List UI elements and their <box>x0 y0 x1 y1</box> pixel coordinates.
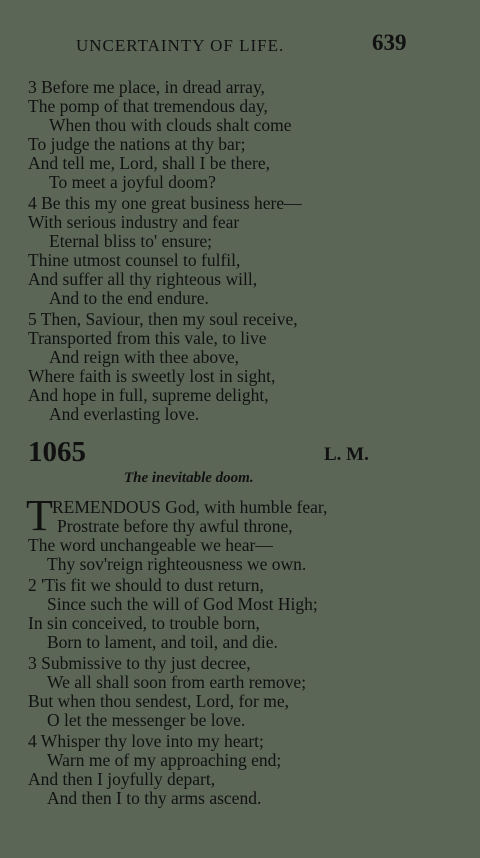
verse-line: In sin conceived, to trouble born, <box>28 613 260 633</box>
verse-line: And hope in full, supreme delight, <box>28 385 269 405</box>
verse-line: 4 Whisper thy love into my heart; <box>28 731 264 751</box>
verse-line: When thou with clouds shalt come <box>49 115 292 135</box>
verse-line: To meet a joyful doom? <box>49 172 216 192</box>
verse-line: And suffer all thy righteous will, <box>28 269 258 289</box>
verse-line: Warn me of my approaching end; <box>47 750 282 770</box>
page-number: 639 <box>372 30 407 55</box>
running-header-title: UNCERTAINTY OF LIFE. <box>76 36 285 55</box>
verse-line: 4 Be this my one great business here— <box>28 193 302 213</box>
verse-line: Thy sov'reign righteousness we own. <box>47 554 307 574</box>
verse-line: And everlasting love. <box>49 404 200 424</box>
verse-line: REMENDOUS God, with humble fear, <box>52 497 328 517</box>
verse-line: With serious industry and fear <box>28 212 240 232</box>
verse-line: To judge the nations at thy bar; <box>28 134 246 154</box>
verse-line: 3 Before me place, in dread array, <box>28 77 265 97</box>
verse-line: And then I to thy arms ascend. <box>47 788 262 808</box>
verse-line: Transported from this vale, to live <box>28 328 267 348</box>
verse-line: Prostrate before thy awful throne, <box>57 516 293 536</box>
verse-line: Born to lament, and toil, and die. <box>47 632 278 652</box>
verse-line: Where faith is sweetly lost in sight, <box>28 366 276 386</box>
verse-line: Thine utmost counsel to fulfil, <box>28 250 241 270</box>
hymn-meter: L. M. <box>324 444 369 465</box>
verse-line: Eternal bliss to' ensure; <box>49 231 213 251</box>
verse-line: 2 'Tis fit we should to dust return, <box>28 575 264 595</box>
verse-line: And to the end endure. <box>49 288 209 308</box>
verse-line: The pomp of that tremendous day, <box>28 96 268 116</box>
drop-cap: T <box>26 491 53 540</box>
verse-line: We all shall soon from earth remove; <box>47 672 307 692</box>
verse-line: 3 Submissive to thy just decree, <box>28 653 251 673</box>
verse-line: O let the messenger be love. <box>47 710 246 730</box>
verse-line: 5 Then, Saviour, then my soul receive, <box>28 309 298 329</box>
verse-line: The word unchangeable we hear— <box>28 535 273 555</box>
verse-line: But when thou sendest, Lord, for me, <box>28 691 289 711</box>
verse-line: And reign with thee above, <box>49 347 240 367</box>
verse-line: And then I joyfully depart, <box>28 769 216 789</box>
verse-line: Since such the will of God Most High; <box>47 594 318 614</box>
verse-line: And tell me, Lord, shall I be there, <box>28 153 271 173</box>
hymn-number: 1065 <box>28 436 86 468</box>
hymn-subtitle: The inevitable doom. <box>124 470 254 486</box>
